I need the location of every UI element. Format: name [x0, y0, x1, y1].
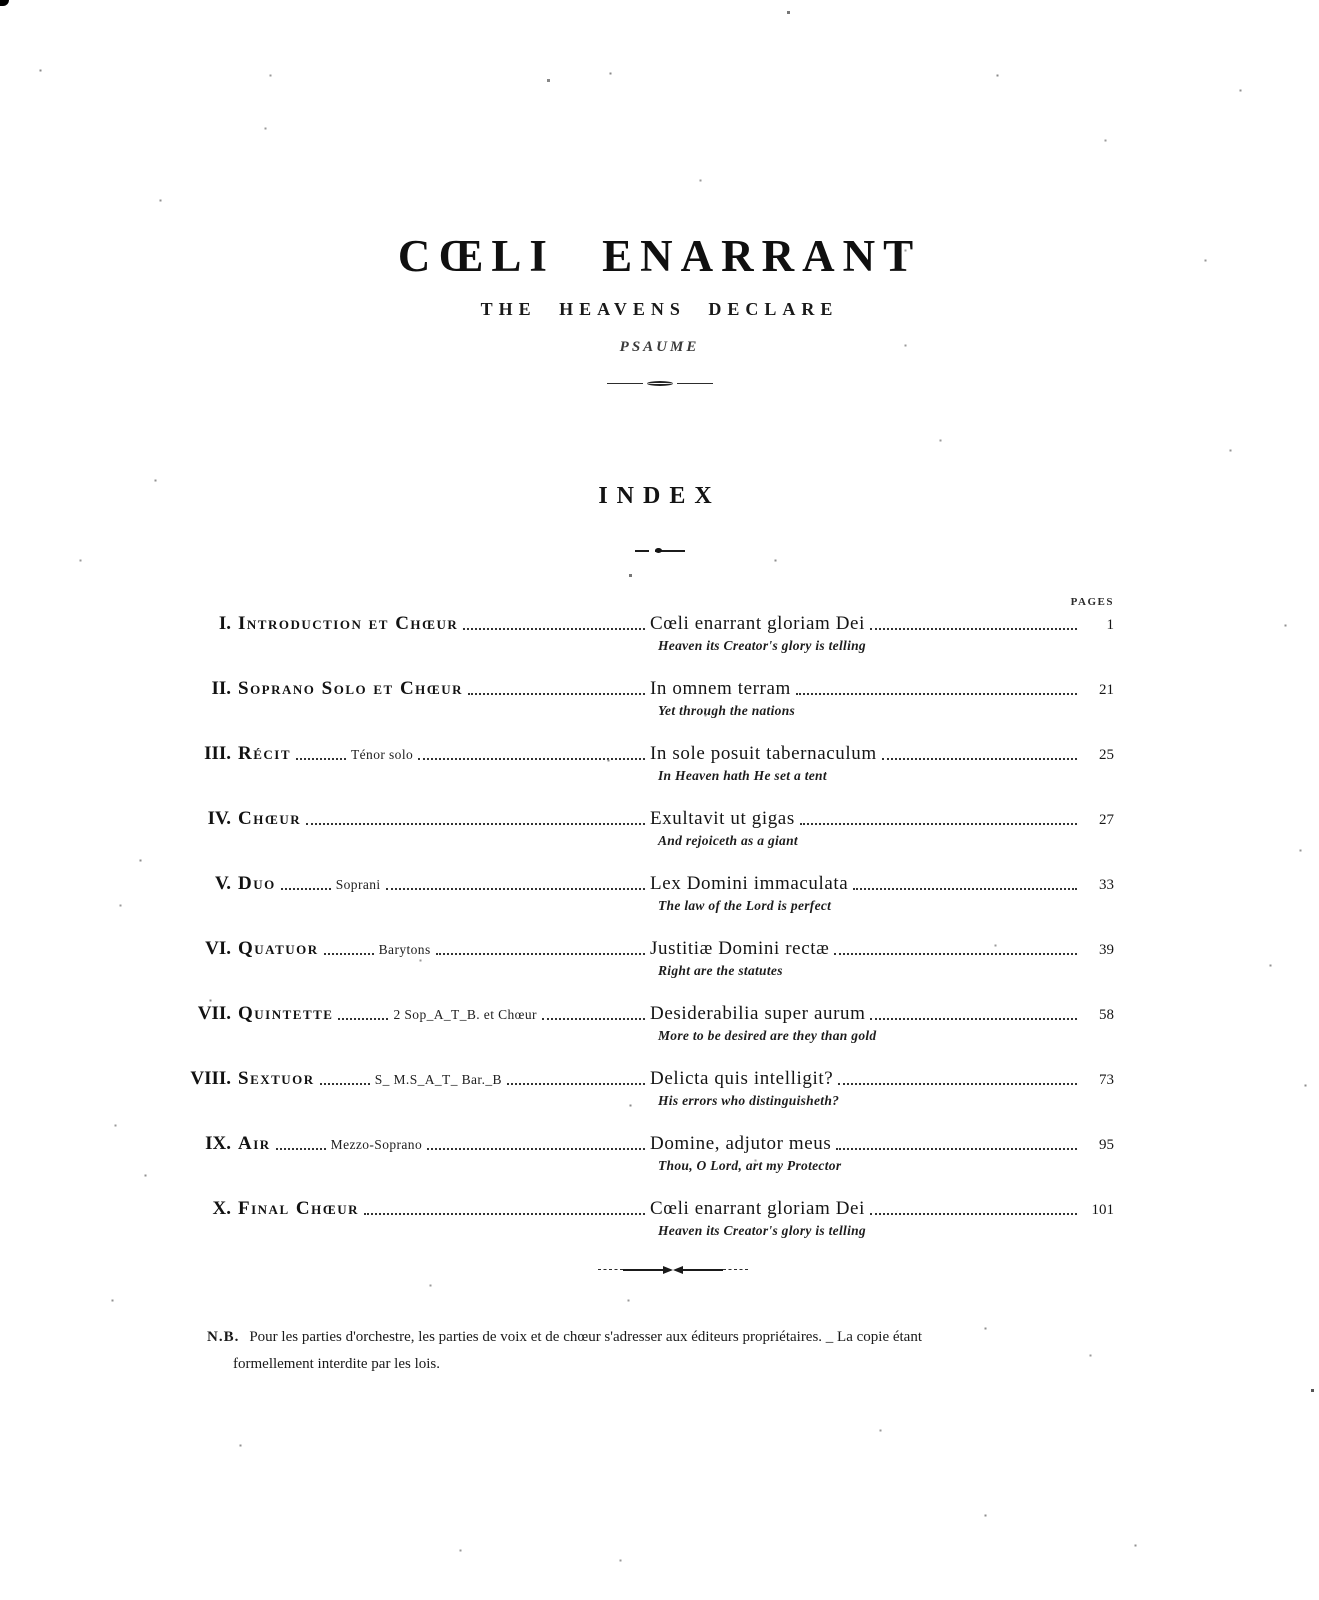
index-entry [180, 678, 1114, 719]
leader-dots [853, 888, 1077, 890]
scan-noise-specks [0, 0, 1, 1]
leader-dots [836, 1148, 1077, 1150]
index-rule [635, 550, 685, 552]
entry-english-translation: Heaven its Creator's glory is telling [658, 638, 866, 653]
index-entry [180, 1003, 1114, 1044]
entry-english-translation: Heaven its Creator's glory is telling [658, 1223, 866, 1238]
entry-numeral: V. [214, 873, 231, 894]
title-block [0, 0, 1319, 387]
entry-page-number: 1 [1106, 617, 1114, 633]
entry-description [238, 1068, 650, 1090]
entry-english-translation: His errors who distinguisheth? [658, 1093, 840, 1108]
entry-title: Soprano Solo et Chœur [238, 678, 464, 699]
leader-dots [870, 628, 1077, 630]
entry-description [238, 743, 650, 765]
index-entry-main-line [180, 613, 1114, 635]
index-entry-main-line [180, 1003, 1114, 1025]
leader-dots [306, 823, 645, 825]
entry-scoring: 2 Sop_A_T_B. et Chœur [393, 1007, 537, 1022]
leader-dots [800, 823, 1077, 825]
entry-description [238, 808, 650, 830]
leader-dots [507, 1083, 645, 1085]
entry-scoring: Ténor solo [351, 747, 414, 762]
index-entry [180, 873, 1114, 914]
title-ornament [600, 380, 720, 387]
leader-dots [364, 1213, 645, 1215]
index-entry-main-line [180, 1198, 1114, 1220]
entry-title: Quintette [238, 1003, 334, 1024]
entry-english-translation: Thou, O Lord, art my Protector [658, 1158, 842, 1173]
leader-dots [870, 1213, 1077, 1215]
entry-scoring: S_ M.S_A_T_ Bar._B [374, 1072, 502, 1087]
entry-scoring: Soprani [335, 877, 381, 892]
index-entry [180, 613, 1114, 654]
entry-description [238, 1133, 650, 1155]
ornament-squiggle [647, 381, 673, 386]
leader-dots [386, 888, 645, 890]
leader-dots [796, 693, 1077, 695]
leader-dots [296, 758, 346, 760]
entry-latin-title: Exultavit ut gigas [650, 808, 795, 829]
ornament-arrow [663, 1266, 673, 1274]
entry-numeral: X. [212, 1198, 231, 1219]
entry-latin-title: Lex Domini immaculata [650, 873, 849, 894]
ornament-line [683, 1269, 723, 1271]
index-entry [180, 1068, 1114, 1109]
entry-page-number: 27 [1099, 812, 1114, 828]
pages-column-header: PAGES [1070, 596, 1114, 608]
index-entry-main-line [180, 678, 1114, 700]
entry-title: Récit [238, 743, 292, 764]
entry-latin-title: Cœli enarrant gloriam Dei [650, 613, 865, 634]
entry-latin-title: Desiderabilia super aurum [650, 1003, 866, 1024]
footnote-line-2: formellement interdite par les lois. [233, 1356, 441, 1372]
entry-title: Duo [238, 873, 276, 894]
work-title: CŒLI ENARRANT [397, 231, 922, 281]
entry-numeral: II. [211, 678, 231, 699]
leader-dots [436, 953, 645, 955]
index-entry-main-line [180, 808, 1114, 830]
entry-english-translation: In Heaven hath He set a tent [658, 768, 827, 783]
footnote-line-1 [207, 1324, 1097, 1351]
leader-dots [870, 1018, 1077, 1020]
entry-numeral: I. [218, 613, 231, 634]
index-entry [180, 938, 1114, 979]
ornament-line [623, 1269, 663, 1271]
entry-description [238, 1198, 650, 1220]
entry-title: Air [238, 1133, 271, 1154]
index-entry [180, 743, 1114, 784]
entry-page-number: 39 [1099, 942, 1114, 958]
footnote-text: Pour les parties d'orchestre, les parties de voix et de chœur s'adresser aux éditeurs propriétaires. _ La copie étant [249, 1329, 923, 1345]
leader-dots [882, 758, 1077, 760]
entry-title: Introduction et Chœur [238, 613, 459, 634]
index-entry-main-line [180, 1068, 1114, 1090]
leader-dots [320, 1083, 370, 1085]
bottom-divider-ornament [598, 1267, 748, 1272]
leader-dots [468, 693, 645, 695]
entry-page-number: 58 [1099, 1007, 1114, 1023]
entry-numeral: III. [204, 743, 231, 764]
entry-title: Quatuor [238, 938, 319, 959]
entry-english-translation: More to be desired are they than gold [658, 1028, 877, 1043]
entry-latin-title: Delicta quis intelligit? [650, 1068, 834, 1089]
entry-latin-title: In sole posuit tabernaculum [650, 743, 877, 764]
leader-dots [463, 628, 645, 630]
ornament-dash [598, 1269, 623, 1270]
entry-numeral: VI. [205, 938, 231, 959]
leader-dots [276, 1148, 326, 1150]
entry-latin-title: Domine, adjutor meus [650, 1133, 832, 1154]
copyright-footnote [207, 1324, 1097, 1378]
ornament-line [607, 383, 643, 384]
index-entry-main-line [180, 743, 1114, 765]
index-entry-main-line [180, 873, 1114, 895]
leader-dots [834, 953, 1077, 955]
entry-description [238, 613, 650, 635]
entry-description [238, 678, 650, 700]
entry-english-translation: And rejoiceth as a giant [658, 833, 798, 848]
entry-latin-title: Cœli enarrant gloriam Dei [650, 1198, 865, 1219]
entry-page-number: 95 [1099, 1137, 1114, 1153]
entry-scoring: Mezzo-Soprano [330, 1137, 423, 1152]
index-entry-main-line [180, 938, 1114, 960]
leader-dots [338, 1018, 388, 1020]
work-subtitle: THE HEAVENS DECLARE [480, 299, 839, 319]
entry-numeral: IV. [207, 808, 231, 829]
index-table [180, 596, 1114, 1239]
entry-title: Chœur [238, 808, 302, 829]
entry-page-number: 73 [1099, 1072, 1114, 1088]
entry-numeral: IX. [205, 1133, 231, 1154]
entry-description [238, 938, 650, 960]
work-genre: PSAUME [619, 339, 700, 355]
leader-dots [324, 953, 374, 955]
index-entry [180, 1133, 1114, 1174]
leader-dots [427, 1148, 645, 1150]
leader-dots [418, 758, 645, 760]
entry-title: Sextuor [238, 1068, 315, 1089]
entry-description [238, 1003, 650, 1025]
entry-english-translation: Yet through the nations [658, 703, 796, 718]
leader-dots [838, 1083, 1077, 1085]
entry-english-translation: Right are the statutes [658, 963, 783, 978]
entry-latin-title: Justitiæ Domini rectæ [650, 938, 830, 959]
entry-english-translation: The law of the Lord is perfect [658, 898, 832, 913]
entry-latin-title: In omnem terram [650, 678, 791, 699]
entry-numeral: VII. [197, 1003, 231, 1024]
ornament-arrow [673, 1266, 683, 1274]
entry-page-number: 101 [1091, 1202, 1114, 1218]
entry-title: Final Chœur [238, 1198, 359, 1219]
footnote-label: N.B. [207, 1329, 240, 1345]
index-heading: INDEX [598, 483, 721, 509]
leader-dots [281, 888, 331, 890]
leader-dots [542, 1018, 645, 1020]
index-entry-main-line [180, 1133, 1114, 1155]
index-entry [180, 1198, 1114, 1239]
entry-numeral: VIII. [190, 1068, 231, 1089]
index-entry [180, 808, 1114, 849]
entry-description [238, 873, 650, 895]
ornament-line [677, 383, 713, 384]
entry-scoring: Barytons [378, 942, 431, 957]
entry-page-number: 25 [1099, 747, 1114, 763]
entry-page-number: 21 [1099, 682, 1114, 698]
ornament-dash [723, 1269, 748, 1270]
entry-page-number: 33 [1099, 877, 1114, 893]
